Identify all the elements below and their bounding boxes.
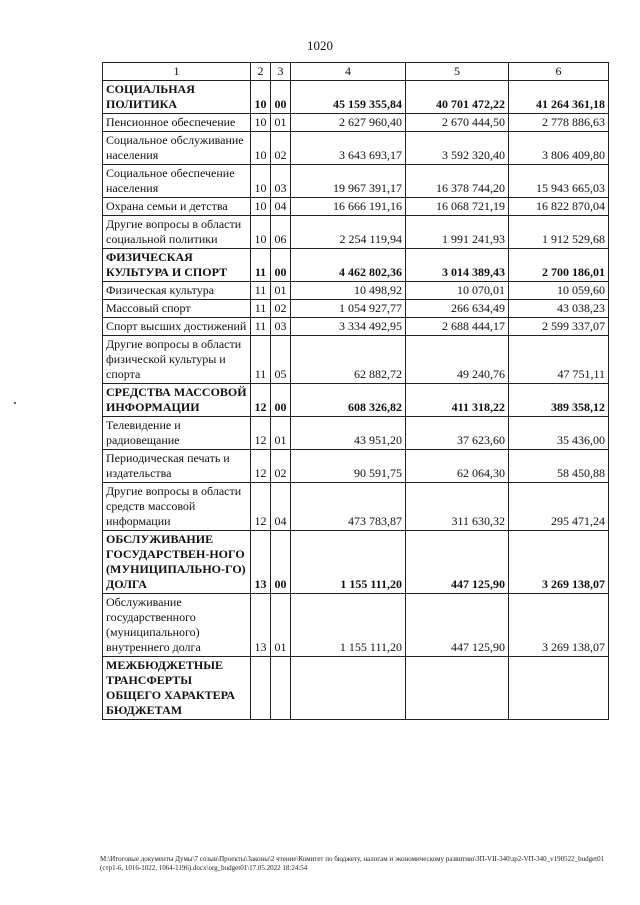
row-name-cell: СРЕДСТВА МАССОВОЙ ИНФОРМАЦИИ [103,384,251,417]
row-subsection-code-cell: 01 [271,594,291,657]
table-row [103,300,609,318]
table-row [103,165,609,198]
row-section-code-cell: 10 [251,81,271,114]
row-section-code-cell [251,657,271,720]
row-name-cell: Периодическая печать и издательства [103,450,251,483]
row-amount-col4-cell: 90 591,75 [291,450,406,483]
row-amount-col6-cell: 1 912 529,68 [509,216,609,249]
table-row [103,384,609,417]
row-amount-col4-cell: 608 326,82 [291,384,406,417]
row-amount-col6-cell: 389 358,12 [509,384,609,417]
row-name-cell: Пенсионное обеспечение [103,114,251,132]
row-section-code-cell: 10 [251,165,271,198]
table-row [103,594,609,657]
row-amount-col6-cell: 2 700 186,01 [509,249,609,282]
row-section-code-cell: 12 [251,450,271,483]
table-row [103,531,609,594]
header-cell-5: 5 [406,63,509,81]
header-cell-6: 6 [509,63,609,81]
row-amount-col6-cell: 43 038,23 [509,300,609,318]
scan-speck [14,402,16,404]
row-subsection-code-cell: 05 [271,336,291,384]
row-name-cell: Спорт высших достижений [103,318,251,336]
row-name-cell: ФИЗИЧЕСКАЯ КУЛЬТУРА И СПОРТ [103,249,251,282]
row-amount-col5-cell: 62 064,30 [406,450,509,483]
row-amount-col5-cell: 49 240,76 [406,336,509,384]
table-row [103,249,609,282]
row-amount-col6-cell: 15 943 665,03 [509,165,609,198]
row-amount-col6-cell: 295 471,24 [509,483,609,531]
table-row [103,132,609,165]
row-section-code-cell: 11 [251,282,271,300]
row-amount-col6-cell [509,657,609,720]
row-name-cell: Физическая культура [103,282,251,300]
row-amount-col4-cell: 45 159 355,84 [291,81,406,114]
row-name-cell: Массовый спорт [103,300,251,318]
row-subsection-code-cell: 02 [271,132,291,165]
row-amount-col5-cell: 447 125,90 [406,594,509,657]
row-subsection-code-cell: 01 [271,282,291,300]
table-row [103,417,609,450]
row-subsection-code-cell: 02 [271,450,291,483]
table-row [103,336,609,384]
row-name-cell: Социальное обслуживание населения [103,132,251,165]
row-section-code-cell: 10 [251,132,271,165]
row-amount-col5-cell: 311 630,32 [406,483,509,531]
row-subsection-code-cell: 00 [271,531,291,594]
row-amount-col4-cell: 10 498,92 [291,282,406,300]
row-section-code-cell: 13 [251,594,271,657]
row-name-cell: Обслуживание государственного (муниципального) внутреннего долга [103,594,251,657]
table-row [103,81,609,114]
table-row [103,114,609,132]
row-amount-col4-cell: 19 967 391,17 [291,165,406,198]
row-section-code-cell: 10 [251,216,271,249]
row-subsection-code-cell: 04 [271,198,291,216]
row-subsection-code-cell: 01 [271,114,291,132]
row-subsection-code-cell: 00 [271,384,291,417]
table-row [103,483,609,531]
row-amount-col5-cell: 2 688 444,17 [406,318,509,336]
budget-table [102,62,609,720]
header-cell-1: 1 [103,63,251,81]
row-section-code-cell: 12 [251,384,271,417]
row-amount-col5-cell: 37 623,60 [406,417,509,450]
row-name-cell: Другие вопросы в области социальной политики [103,216,251,249]
row-amount-col6-cell: 16 822 870,04 [509,198,609,216]
row-amount-col5-cell: 3 014 389,43 [406,249,509,282]
row-amount-col4-cell: 1 054 927,77 [291,300,406,318]
row-amount-col5-cell: 1 991 241,93 [406,216,509,249]
row-subsection-code-cell: 06 [271,216,291,249]
row-amount-col4-cell: 62 882,72 [291,336,406,384]
row-name-cell: Телевидение и радиовещание [103,417,251,450]
table-row [103,282,609,300]
row-section-code-cell: 11 [251,318,271,336]
row-name-cell: Социальное обеспечение населения [103,165,251,198]
row-amount-col5-cell: 2 670 444,50 [406,114,509,132]
row-amount-col6-cell: 3 269 138,07 [509,594,609,657]
row-name-cell: СОЦИАЛЬНАЯ ПОЛИТИКА [103,81,251,114]
row-amount-col4-cell [291,657,406,720]
header-cell-3: 3 [271,63,291,81]
row-section-code-cell: 10 [251,198,271,216]
row-amount-col4-cell: 2 254 119,94 [291,216,406,249]
row-amount-col6-cell: 10 059,60 [509,282,609,300]
row-amount-col6-cell: 58 450,88 [509,450,609,483]
row-amount-col5-cell: 3 592 320,40 [406,132,509,165]
row-section-code-cell: 10 [251,114,271,132]
table-row [103,198,609,216]
header-cell-2: 2 [251,63,271,81]
row-name-cell: Охрана семьи и детства [103,198,251,216]
row-amount-col4-cell: 1 155 111,20 [291,594,406,657]
row-amount-col6-cell: 2 778 886,63 [509,114,609,132]
page-number: 1020 [307,38,333,53]
table-header-row [103,63,609,81]
row-amount-col5-cell: 411 318,22 [406,384,509,417]
row-amount-col4-cell: 16 666 191,16 [291,198,406,216]
row-amount-col4-cell: 1 155 111,20 [291,531,406,594]
row-amount-col6-cell: 41 264 361,18 [509,81,609,114]
row-amount-col6-cell: 3 269 138,07 [509,531,609,594]
table-row [103,318,609,336]
row-section-code-cell: 12 [251,483,271,531]
row-amount-col4-cell: 4 462 802,36 [291,249,406,282]
row-amount-col5-cell: 10 070,01 [406,282,509,300]
table-row [103,450,609,483]
row-amount-col6-cell: 3 806 409,80 [509,132,609,165]
row-amount-col6-cell: 2 599 337,07 [509,318,609,336]
row-amount-col5-cell: 16 378 744,20 [406,165,509,198]
row-amount-col5-cell: 266 634,49 [406,300,509,318]
row-section-code-cell: 11 [251,249,271,282]
row-subsection-code-cell [271,657,291,720]
file-path-footer: M:\Итоговые документы Думы\7 созыв\Проекты\Законы\2 чтение\Комитет по бюджету, налогам и экономическому развитию\ЗП-VII-340\зр2-VП-340_v190522_budget01 (стр1-6, 1016-1022, 1064-1196).docx\org_budget01\17.05.2022 18:24:54 [100,855,605,872]
row-section-code-cell: 12 [251,417,271,450]
row-section-code-cell: 13 [251,531,271,594]
table-row [103,657,609,720]
row-amount-col5-cell: 16 068 721,19 [406,198,509,216]
row-name-cell: МЕЖБЮДЖЕТНЫЕ ТРАНСФЕРТЫ ОБЩЕГО ХАРАКТЕРА БЮДЖЕТАМ [103,657,251,720]
row-amount-col5-cell: 447 125,90 [406,531,509,594]
row-section-code-cell: 11 [251,300,271,318]
row-subsection-code-cell: 00 [271,81,291,114]
row-amount-col5-cell: 40 701 472,22 [406,81,509,114]
row-subsection-code-cell: 00 [271,249,291,282]
header-cell-4: 4 [291,63,406,81]
row-subsection-code-cell: 03 [271,318,291,336]
row-amount-col4-cell: 2 627 960,40 [291,114,406,132]
row-name-cell: ОБСЛУЖИВАНИЕ ГОСУДАРСТВЕН-НОГО (МУНИЦИПАЛЬНО-ГО) ДОЛГА [103,531,251,594]
row-amount-col4-cell: 3 643 693,17 [291,132,406,165]
row-amount-col6-cell: 47 751,11 [509,336,609,384]
row-amount-col4-cell: 473 783,87 [291,483,406,531]
row-amount-col5-cell [406,657,509,720]
row-name-cell: Другие вопросы в области средств массовой информации [103,483,251,531]
row-subsection-code-cell: 03 [271,165,291,198]
row-section-code-cell: 11 [251,336,271,384]
table-row [103,216,609,249]
row-name-cell: Другие вопросы в области физической культуры и спорта [103,336,251,384]
row-subsection-code-cell: 04 [271,483,291,531]
row-subsection-code-cell: 01 [271,417,291,450]
row-amount-col4-cell: 3 334 492,95 [291,318,406,336]
row-amount-col4-cell: 43 951,20 [291,417,406,450]
row-subsection-code-cell: 02 [271,300,291,318]
row-amount-col6-cell: 35 436,00 [509,417,609,450]
